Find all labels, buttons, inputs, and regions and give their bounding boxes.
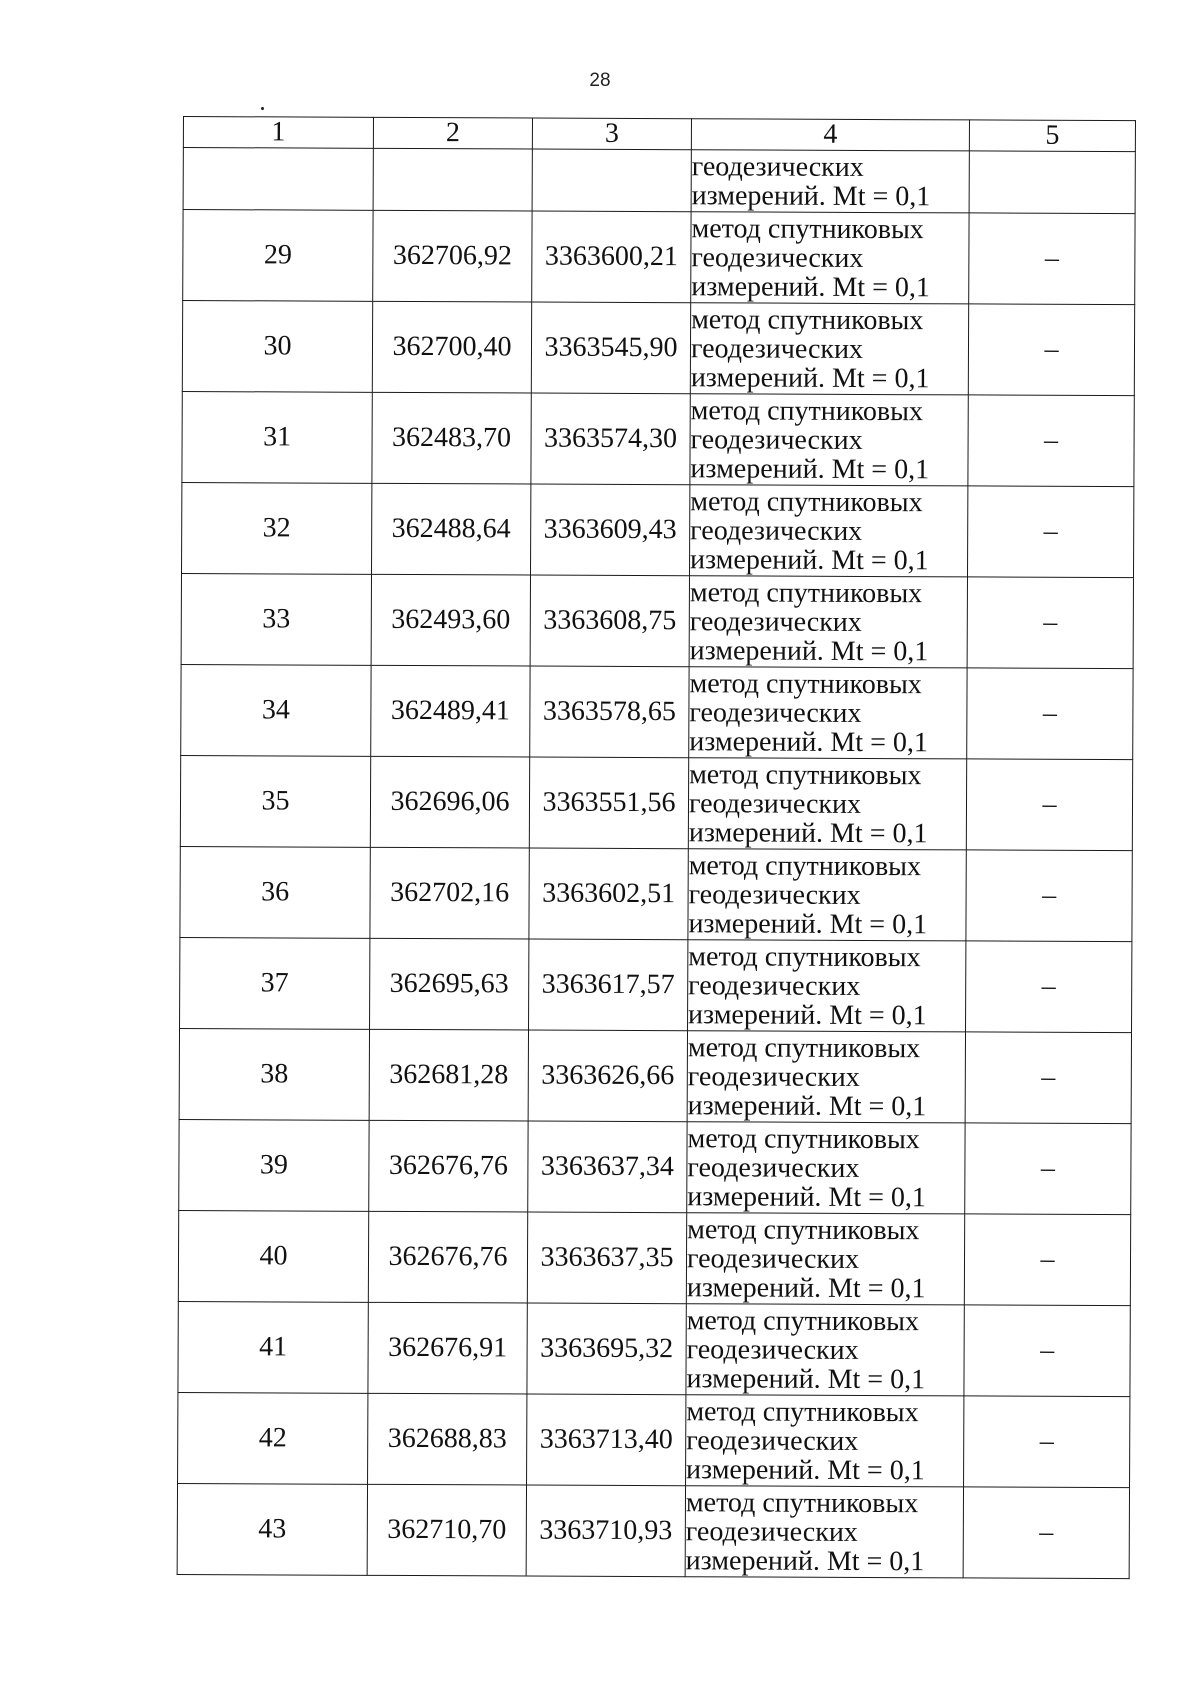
continuation-method-cell	[691, 150, 969, 213]
method-line: геодезических	[688, 878, 861, 911]
table-row	[181, 664, 1133, 759]
method-cell	[686, 1213, 964, 1305]
method-cell	[686, 1395, 964, 1487]
method-line: метод спутниковых	[687, 1122, 920, 1155]
method-line: геодезических	[690, 423, 863, 456]
accuracy-cell: –	[964, 1305, 1130, 1397]
method-line: измерений. Mt = 0,1	[691, 270, 930, 303]
x-coordinate-cell: 362710,70	[367, 1484, 526, 1576]
table-row	[180, 846, 1132, 941]
method-line: измерений. Mt = 0,1	[690, 543, 929, 576]
method-line: метод спутниковых	[689, 758, 922, 791]
x-coordinate-cell: 362493,60	[371, 574, 530, 666]
x-coordinate-cell: 362489,41	[371, 665, 530, 757]
method-line: метод спутниковых	[687, 1213, 920, 1246]
method-line: измерений. Mt = 0,1	[690, 452, 930, 485]
table-header-row	[183, 117, 1135, 152]
coordinates-table	[177, 116, 1136, 1579]
table-row	[180, 755, 1132, 850]
point-number-cell: 34	[181, 664, 371, 756]
method-cell	[688, 849, 966, 941]
method-cell	[691, 212, 969, 304]
method-line: метод спутниковых	[691, 303, 924, 336]
method-cell	[689, 485, 967, 577]
column-header-5: 5	[969, 120, 1135, 152]
method-cell	[690, 303, 968, 395]
method-cell	[687, 1122, 965, 1214]
method-line: геодезических	[686, 1242, 860, 1275]
table-row	[177, 1483, 1129, 1578]
continuation-num-cell	[183, 148, 373, 211]
y-coordinate-cell: 3363609,43	[531, 484, 690, 576]
continuation-accuracy-cell	[969, 151, 1135, 214]
x-coordinate-cell: 362706,92	[373, 210, 532, 302]
y-coordinate-cell: 3363551,56	[529, 757, 688, 849]
table-row	[183, 210, 1135, 305]
table-row	[179, 1119, 1131, 1214]
method-line: геодезических	[689, 696, 862, 729]
accuracy-cell: –	[967, 486, 1133, 578]
method-line: измерений. Mt = 0,1	[689, 725, 928, 758]
point-number-cell: 30	[182, 301, 372, 393]
x-coordinate-cell: 362676,91	[368, 1302, 527, 1394]
x-coordinate-cell: 362681,28	[369, 1029, 528, 1121]
point-number-cell: 40	[178, 1210, 368, 1302]
method-line: геодезических	[691, 241, 864, 274]
method-line: измерений. Mt = 0,1	[688, 816, 928, 849]
point-number-cell: 32	[182, 482, 372, 574]
method-line: геодезических	[687, 1151, 860, 1184]
table-body	[177, 148, 1135, 1579]
column-header-4: 4	[691, 119, 969, 151]
method-line: метод спутниковых	[688, 849, 922, 882]
method-line: метод спутниковых	[686, 1395, 919, 1428]
y-coordinate-cell: 3363578,65	[530, 666, 689, 758]
table-row	[182, 301, 1134, 396]
x-coordinate-cell: 362696,06	[370, 756, 529, 848]
table-row	[181, 573, 1133, 668]
accuracy-cell: –	[968, 304, 1134, 396]
point-number-cell: 43	[177, 1483, 367, 1575]
method-line: геодезических	[686, 1424, 859, 1457]
x-coordinate-cell: 362483,70	[372, 392, 531, 484]
x-coordinate-cell: 362702,16	[370, 847, 529, 939]
accuracy-cell: –	[967, 668, 1133, 760]
page-number: 28	[589, 70, 611, 91]
method-cell	[686, 1304, 964, 1396]
method-line: метод спутниковых	[686, 1304, 920, 1337]
method-line: метод спутниковых	[690, 485, 923, 518]
method-cell	[689, 667, 967, 759]
y-coordinate-cell: 3363695,32	[527, 1303, 686, 1395]
column-header-2: 2	[373, 117, 532, 149]
table-row	[178, 1210, 1130, 1305]
method-line: метод спутниковых	[687, 1031, 921, 1064]
method-line: измерений. Mt = 0,1	[686, 1453, 925, 1486]
y-coordinate-cell: 3363602,51	[529, 848, 688, 940]
accuracy-cell: –	[965, 1032, 1131, 1124]
method-line: измерений. Mt = 0,1	[688, 998, 927, 1031]
method-line: геодезических	[691, 150, 864, 183]
column-header-1: 1	[183, 117, 373, 149]
x-coordinate-cell: 362695,63	[370, 938, 529, 1030]
method-cell	[690, 394, 968, 486]
accuracy-cell: –	[966, 850, 1132, 942]
method-line: геодезических	[688, 787, 862, 820]
method-line: измерений. Mt = 0,1	[687, 1089, 927, 1122]
method-line: измерений. Mt = 0,1	[691, 179, 931, 212]
point-number-cell: 38	[179, 1028, 369, 1120]
y-coordinate-cell: 3363637,34	[528, 1121, 687, 1213]
method-cell	[689, 576, 967, 668]
accuracy-cell: –	[968, 395, 1134, 487]
method-line: геодезических	[689, 605, 862, 638]
y-coordinate-cell: 3363545,90	[531, 302, 690, 394]
continuation-row	[183, 148, 1135, 214]
y-coordinate-cell: 3363637,35	[527, 1212, 686, 1304]
accuracy-cell: –	[966, 941, 1132, 1033]
x-coordinate-cell: 362676,76	[369, 1120, 528, 1212]
method-line: метод спутниковых	[689, 576, 923, 609]
point-number-cell: 42	[178, 1392, 368, 1484]
method-line: геодезических	[686, 1333, 859, 1366]
table-row	[178, 1392, 1130, 1487]
y-coordinate-cell: 3363600,21	[532, 211, 691, 303]
method-cell	[687, 1031, 965, 1123]
stray-dot	[261, 107, 264, 110]
method-line: измерений. Mt = 0,1	[685, 1544, 925, 1577]
method-line: геодезических	[688, 969, 861, 1002]
method-line: геодезических	[690, 332, 864, 365]
point-number-cell: 37	[180, 937, 370, 1029]
accuracy-cell: –	[964, 1214, 1130, 1306]
x-coordinate-cell: 362676,76	[368, 1211, 527, 1303]
method-line: измерений. Mt = 0,1	[690, 361, 930, 394]
point-number-cell: 35	[180, 755, 370, 847]
method-line: измерений. Mt = 0,1	[688, 907, 928, 940]
point-number-cell: 39	[179, 1119, 369, 1211]
accuracy-cell: –	[964, 1396, 1130, 1488]
method-cell	[688, 940, 966, 1032]
continuation-y-cell	[532, 149, 691, 212]
accuracy-cell: –	[969, 213, 1135, 305]
method-cell	[685, 1486, 963, 1578]
point-number-cell: 36	[180, 846, 370, 938]
accuracy-cell: –	[967, 577, 1133, 669]
method-line: геодезических	[690, 514, 863, 547]
method-line: метод спутниковых	[691, 212, 924, 245]
accuracy-cell: –	[965, 1123, 1131, 1215]
method-line: метод спутниковых	[688, 940, 921, 973]
y-coordinate-cell: 3363608,75	[530, 575, 689, 667]
method-line: геодезических	[685, 1515, 858, 1548]
table-row	[182, 391, 1134, 486]
y-coordinate-cell: 3363574,30	[531, 393, 690, 485]
method-line: измерений. Mt = 0,1	[687, 1180, 927, 1213]
method-line: измерений. Mt = 0,1	[686, 1362, 926, 1395]
accuracy-cell: –	[963, 1487, 1129, 1579]
y-coordinate-cell: 3363710,93	[526, 1485, 685, 1577]
x-coordinate-cell: 362488,64	[372, 483, 531, 575]
point-number-cell: 33	[181, 573, 371, 665]
method-line: метод спутниковых	[689, 667, 922, 700]
x-coordinate-cell: 362688,83	[368, 1393, 527, 1485]
y-coordinate-cell: 3363626,66	[528, 1030, 687, 1122]
method-line: измерений. Mt = 0,1	[686, 1271, 926, 1304]
continuation-x-cell	[373, 148, 532, 211]
method-cell	[688, 758, 966, 850]
table-row	[182, 482, 1134, 577]
accuracy-cell: –	[966, 759, 1132, 851]
y-coordinate-cell: 3363713,40	[527, 1394, 686, 1486]
method-line: метод спутниковых	[685, 1486, 919, 1519]
x-coordinate-cell: 362700,40	[372, 301, 531, 393]
table-row	[180, 937, 1132, 1032]
point-number-cell: 29	[183, 210, 373, 302]
method-line: измерений. Mt = 0,1	[689, 634, 929, 667]
point-number-cell: 31	[182, 391, 372, 483]
table-row	[178, 1301, 1130, 1396]
method-line: геодезических	[687, 1060, 860, 1093]
column-header-3: 3	[532, 118, 691, 150]
method-line: метод спутниковых	[690, 394, 924, 427]
y-coordinate-cell: 3363617,57	[529, 939, 688, 1031]
table-row	[179, 1028, 1131, 1123]
point-number-cell: 41	[178, 1301, 368, 1393]
